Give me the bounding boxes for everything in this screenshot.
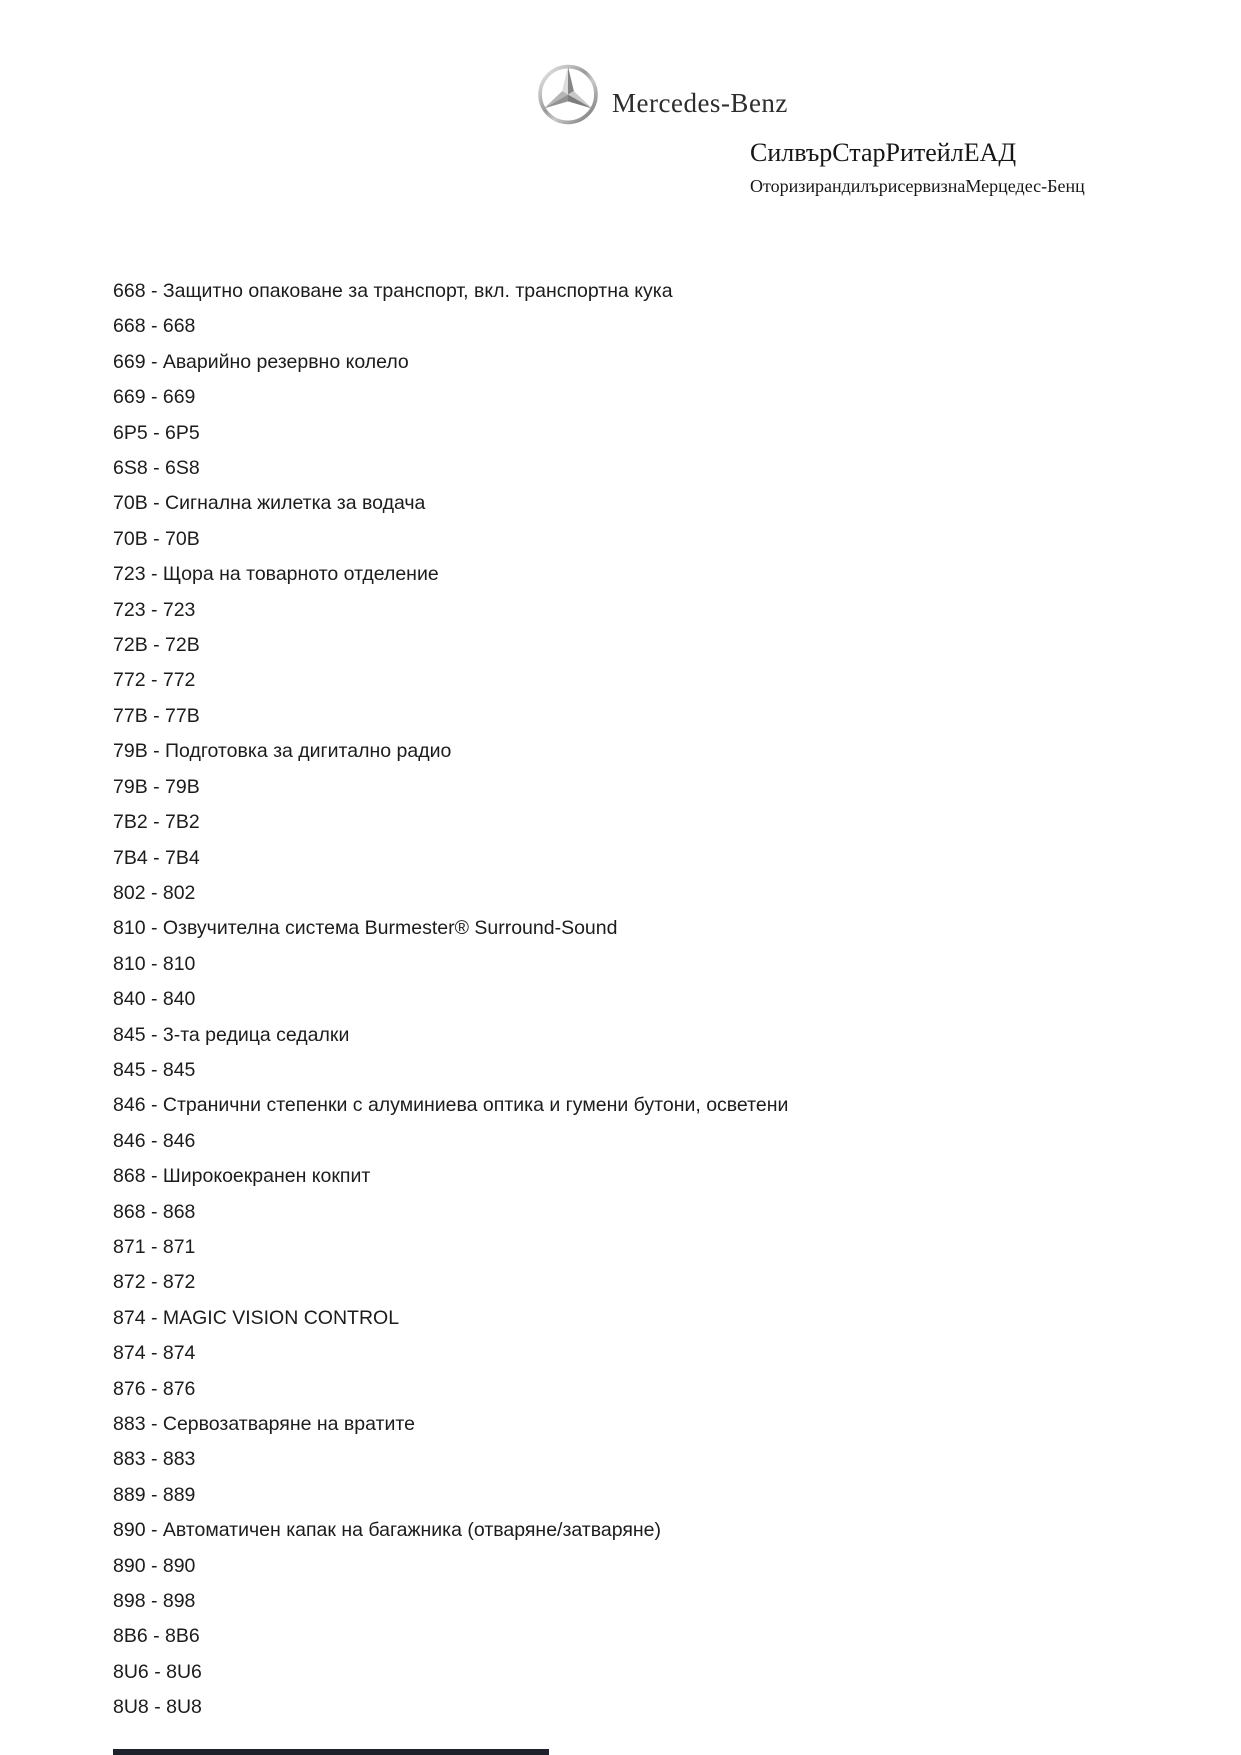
- list-item-text: 876 - 876: [113, 1377, 196, 1400]
- list-item: [113, 1195, 1183, 1230]
- list-item-text: 890 - Автоматичен капак на багажника (отваряне/затваряне): [113, 1519, 662, 1542]
- list-item-text: 883 - 883: [113, 1448, 196, 1471]
- list-item: [113, 1478, 1183, 1513]
- list-item: [113, 1159, 1183, 1194]
- list-item-text: 7B4 - 7B4: [113, 846, 200, 869]
- list-item: [113, 770, 1183, 805]
- list-item: [113, 486, 1183, 521]
- list-item-text: 8B6 - 8B6: [113, 1625, 200, 1648]
- list-item-text: 846 - Странични степенки с алуминиева оптика и гумени бутони, осветени: [113, 1094, 789, 1117]
- list-item-text: 668 - 668: [113, 315, 196, 338]
- list-item: [113, 628, 1183, 663]
- list-item-text: 890 - 890: [113, 1554, 196, 1577]
- list-item: [113, 1053, 1183, 1088]
- list-item: [113, 1584, 1183, 1619]
- list-item-text: 669 - Аварийно резервно колело: [113, 350, 409, 373]
- list-item-text: 723 - Щора на товарното отделение: [113, 563, 439, 586]
- list-item-text: 871 - 871: [113, 1235, 196, 1258]
- list-item-text: 772 - 772: [113, 669, 196, 692]
- list-item-text: 840 - 840: [113, 988, 196, 1011]
- list-item: [113, 1690, 1183, 1725]
- list-item-text: 802 - 802: [113, 881, 196, 904]
- list-item: [113, 1336, 1183, 1371]
- list-item: [113, 1372, 1183, 1407]
- list-item-text: 874 - MAGIC VISION CONTROL: [113, 1306, 400, 1329]
- list-item-text: 810 - 810: [113, 952, 196, 975]
- list-item: [113, 1088, 1183, 1123]
- list-item: [113, 1619, 1183, 1654]
- list-item-text: 77B - 77B: [113, 704, 200, 727]
- list-item: [113, 1442, 1183, 1477]
- list-item: [113, 841, 1183, 876]
- clipped-table-bar: [113, 1749, 549, 1755]
- list-item-text: 846 - 846: [113, 1129, 196, 1152]
- list-item-text: 845 - 3-та редица седалки: [113, 1023, 350, 1046]
- dealer-subtitle: ОторизирандилърисервизнаМерцедес-Бенц: [750, 176, 1085, 196]
- list-item: [113, 345, 1183, 380]
- list-item: [113, 1265, 1183, 1300]
- list-item-text: 668 - Защитно опаковане за транспорт, вкл. транспортна кука: [113, 280, 673, 302]
- list-item-text: 7B2 - 7B2: [113, 811, 200, 834]
- mercedes-logo: [537, 61, 599, 128]
- list-item: [113, 911, 1183, 946]
- mercedes-star-icon: [537, 61, 599, 128]
- list-item: [113, 557, 1183, 592]
- list-item: [113, 1301, 1183, 1336]
- equipment-list: [113, 274, 1183, 1726]
- list-item-text: 79B - 79B: [113, 775, 200, 798]
- list-item: [113, 1230, 1183, 1265]
- list-item-text: 79B - Подготовка за дигитално радио: [113, 740, 452, 763]
- list-item-text: 868 - 868: [113, 1200, 196, 1223]
- list-item-text: 898 - 898: [113, 1590, 196, 1613]
- list-item: [113, 1655, 1183, 1690]
- list-item-text: 872 - 872: [113, 1271, 196, 1294]
- dealer-name: СилвърСтарРитейлЕАД: [750, 138, 1017, 167]
- list-item: [113, 663, 1183, 698]
- list-item-text: 845 - 845: [113, 1058, 196, 1081]
- list-item: [113, 947, 1183, 982]
- list-item-text: 810 - Озвучителна система Burmester® Surround-Sound: [113, 917, 618, 940]
- list-item-text: 883 - Сервозатваряне на вратите: [113, 1413, 415, 1435]
- list-item-text: 8U8 - 8U8: [113, 1696, 202, 1719]
- list-item-text: 70B - 70B: [113, 527, 200, 550]
- list-item: [113, 416, 1183, 451]
- list-item-text: 868 - Широкоекранен кокпит: [113, 1165, 371, 1188]
- list-item: [113, 451, 1183, 486]
- list-item: [113, 1018, 1183, 1053]
- list-item: [113, 982, 1183, 1017]
- list-item-text: 6S8 - 6S8: [113, 457, 200, 480]
- list-item-text: 72B - 72B: [113, 634, 200, 657]
- list-item-text: 8U6 - 8U6: [113, 1660, 202, 1683]
- brand-wordmark: Mercedes-Benz: [612, 88, 788, 118]
- list-item: [113, 805, 1183, 840]
- list-item: [113, 593, 1183, 628]
- list-item: [113, 309, 1183, 344]
- list-item: [113, 1407, 1183, 1442]
- list-item-text: 723 - 723: [113, 598, 196, 621]
- list-item: [113, 699, 1183, 734]
- list-item-text: 6P5 - 6P5: [113, 421, 200, 444]
- list-item: [113, 274, 1183, 309]
- list-item-text: 669 - 669: [113, 386, 196, 409]
- list-item: [113, 522, 1183, 557]
- list-item: [113, 380, 1183, 415]
- list-item: [113, 1513, 1183, 1548]
- list-item: [113, 734, 1183, 769]
- list-item: [113, 1549, 1183, 1584]
- list-item-text: 889 - 889: [113, 1483, 196, 1506]
- list-item: [113, 876, 1183, 911]
- list-item-text: 874 - 874: [113, 1342, 196, 1365]
- list-item-text: 70B - Сигнална жилетка за водача: [113, 492, 426, 515]
- list-item: [113, 1124, 1183, 1159]
